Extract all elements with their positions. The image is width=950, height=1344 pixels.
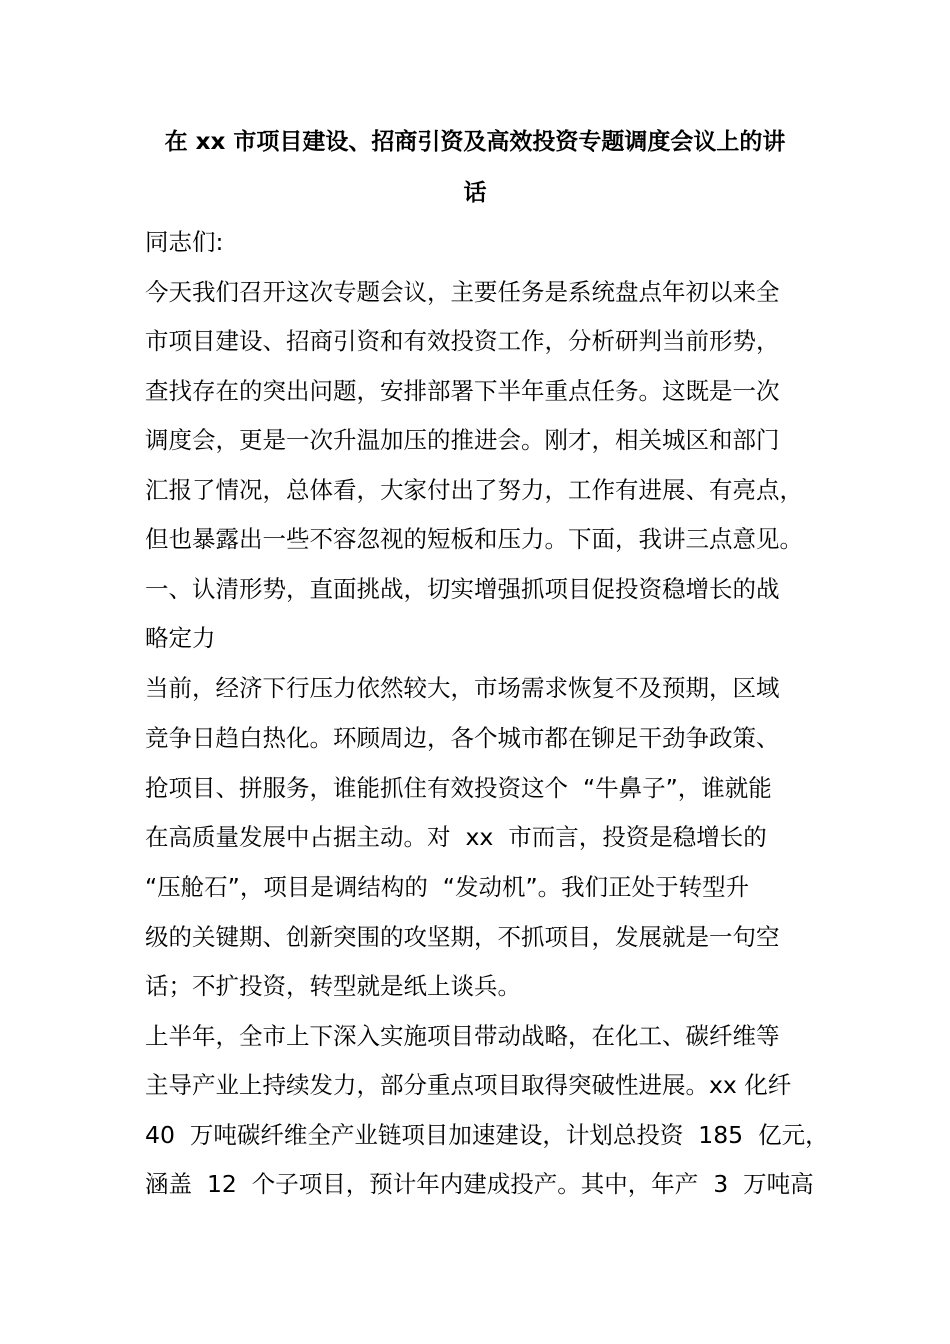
paragraph-line: 抢项目、拼服务，谁能抓住有效投资这个 “牛鼻子”，谁就能: [145, 774, 772, 802]
paragraph-line: 竞争日趋白热化。环顾周边，各个城市都在铆足干劲争政策、: [145, 724, 780, 752]
paragraph-line: 汇报了情况，总体看，大家付出了努力，工作有进展、有亮点，: [145, 476, 803, 504]
paragraph-line: “压舱石”，项目是调结构的 “发动机”。我们正处于转型升: [145, 873, 750, 901]
document-title-line-2: 话: [463, 180, 487, 206]
paragraph-line: 在高质量发展中占据主动。对 xx 市而言，投资是稳增长的: [145, 823, 767, 851]
paragraph-line: 上半年，全市上下深入实施项目带动战略，在化工、碳纤维等: [145, 1022, 780, 1050]
paragraph-line: 级的关键期、创新突围的攻坚期，不抓项目，发展就是一句空: [145, 923, 780, 951]
document-title-line-1: 在 xx 市项目建设、招商引资及高效投资专题调度会议上的讲: [164, 129, 786, 155]
paragraph-line: 40 万吨碳纤维全产业链项目加速建设，计划总投资 185 亿元，: [145, 1121, 829, 1149]
paragraph-line: 今天我们召开这次专题会议，主要任务是系统盘点年初以来全: [145, 278, 780, 306]
salutation: 同志们:: [145, 228, 224, 256]
paragraph-line: 调度会，更是一次升温加压的推进会。刚才，相关城区和部门: [145, 426, 780, 454]
paragraph-line: 但也暴露出一些不容忽视的短板和压力。下面，我讲三点意见。: [145, 525, 803, 553]
paragraph-line: 当前，经济下行压力依然较大，市场需求恢复不及预期，区域: [145, 674, 780, 702]
paragraph-line: 市项目建设、招商引资和有效投资工作，分析研判当前形势，: [145, 327, 780, 355]
section-heading-line: 一、认清形势，直面挑战，切实增强抓项目促投资稳增长的战: [145, 575, 780, 603]
section-heading-line: 略定力: [145, 624, 216, 652]
paragraph-line: 话；不扩投资，转型就是纸上谈兵。: [145, 972, 521, 1000]
paragraph-line: 查找存在的突出问题，安排部署下半年重点任务。这既是一次: [145, 377, 780, 405]
paragraph-line: 涵盖 12 个子项目，预计年内建成投产。其中，年产 3 万吨高: [145, 1170, 814, 1198]
paragraph-line: 主导产业上持续发力，部分重点项目取得突破性进展。xx 化纤: [145, 1071, 792, 1099]
